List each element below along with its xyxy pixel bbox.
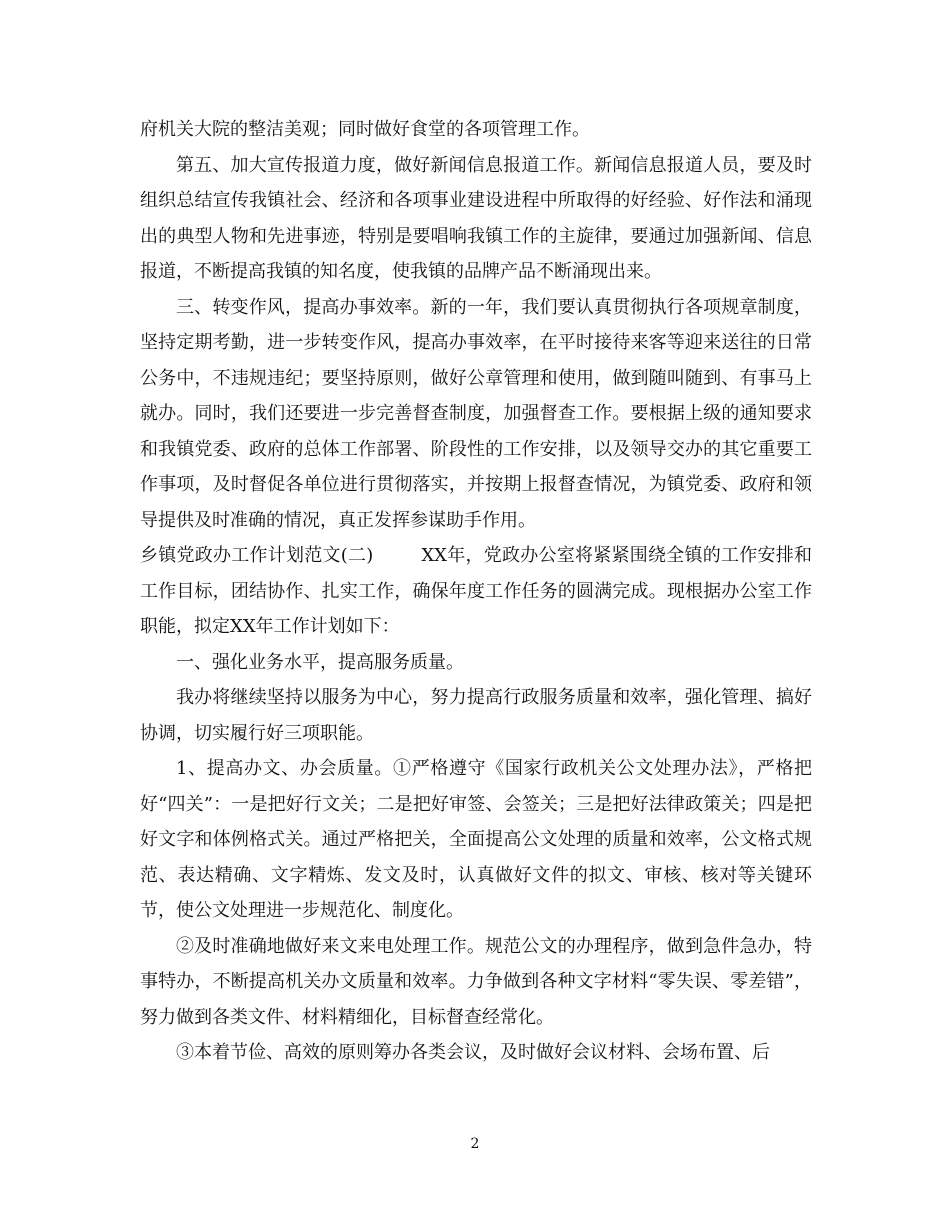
section-heading: 乡镇党政办工作计划范文(二) [140,545,374,566]
paragraph: 三、转变作风，提高办事效率。新的一年，我们要认真贯彻执行各项规章制度，坚持定期考勤，进一步转变作风，提高办事效率，在平时接待来客等迎来送往的日常公务中，不违规违纪；要坚持原则，做好公章管理和使用，做到随叫随到、有事马上就办。同时，我们还要进一步完善督查制度，加强督查工作。要根据上级的通知要求和我镇党委、政府的总体工作部署、阶段性的工作安排，以及领导交办的其它重要工作事项，及时督促各单位进行贯彻落实，并按期上报督查情况，为镇党委、政府和领导提供及时准确的情况，真正发挥参谋助手作用。 [140,296,812,531]
paragraph: 一、强化业务水平，提高服务质量。 [176,651,464,673]
section-paragraph [140,538,812,645]
paragraph: 第五、加大宣传报道力度，做好新闻信息报道工作。新闻信息报道人员，要及时组织总结宣传我镇社会、经济和各项事业建设进程中所取得的好经验、好作法和涌现出的典型人物和先进事迹，特别是要唱响我镇工作的主旋律，要通过加强新闻、信息报道，不断提高我镇的知名度，使我镇的品牌产品不断涌现出来。 [140,154,812,282]
paragraph: ③本着节俭、高效的原则筹办各类会议，及时做好会议材料、会场布置、后 [176,1042,770,1063]
page-number: 2 [470,1136,480,1152]
paragraph: 府机关大院的整洁美观；同时做好食堂的各项管理工作。 [140,119,590,140]
document-body [140,112,812,1071]
paragraph: 我办将继续坚持以服务为中心，努力提高行政服务质量和效率，强化管理、搞好协调，切实履行好三项职能。 [140,687,812,744]
section-intro-text: XX年，党政办公室将紧紧围绕全镇的工作安排和工作目标，团结协作、扎实工作，确保年度工作任务的圆满完成。现根据办公室工作职能，拟定XX年工作计划如下： [140,545,812,637]
paragraph: 1、提高办文、办会质量。①严格遵守《国家行政机关公文处理办法》，严格把好“四关”：一是把好行文关；二是把好审签、会签关；三是把好法律政策关；四是把好文字和体例格式关。通过严格把关，全面提高公文处理的质量和效率，公文格式规范、表达精确、文字精炼、发文及时，认真做好文件的拟文、审核、核对等关键环节，使公文处理进一步规范化、制度化。 [140,758,812,921]
paragraph: ②及时准确地做好来文来电处理工作。规范公文的办理程序，做到急件急办，特事特办，不断提高机关办文质量和效率。力争做到各种文字材料“零失误、零差错”，努力做到各类文件、材料精细化，目标督查经常化。 [140,935,812,1028]
